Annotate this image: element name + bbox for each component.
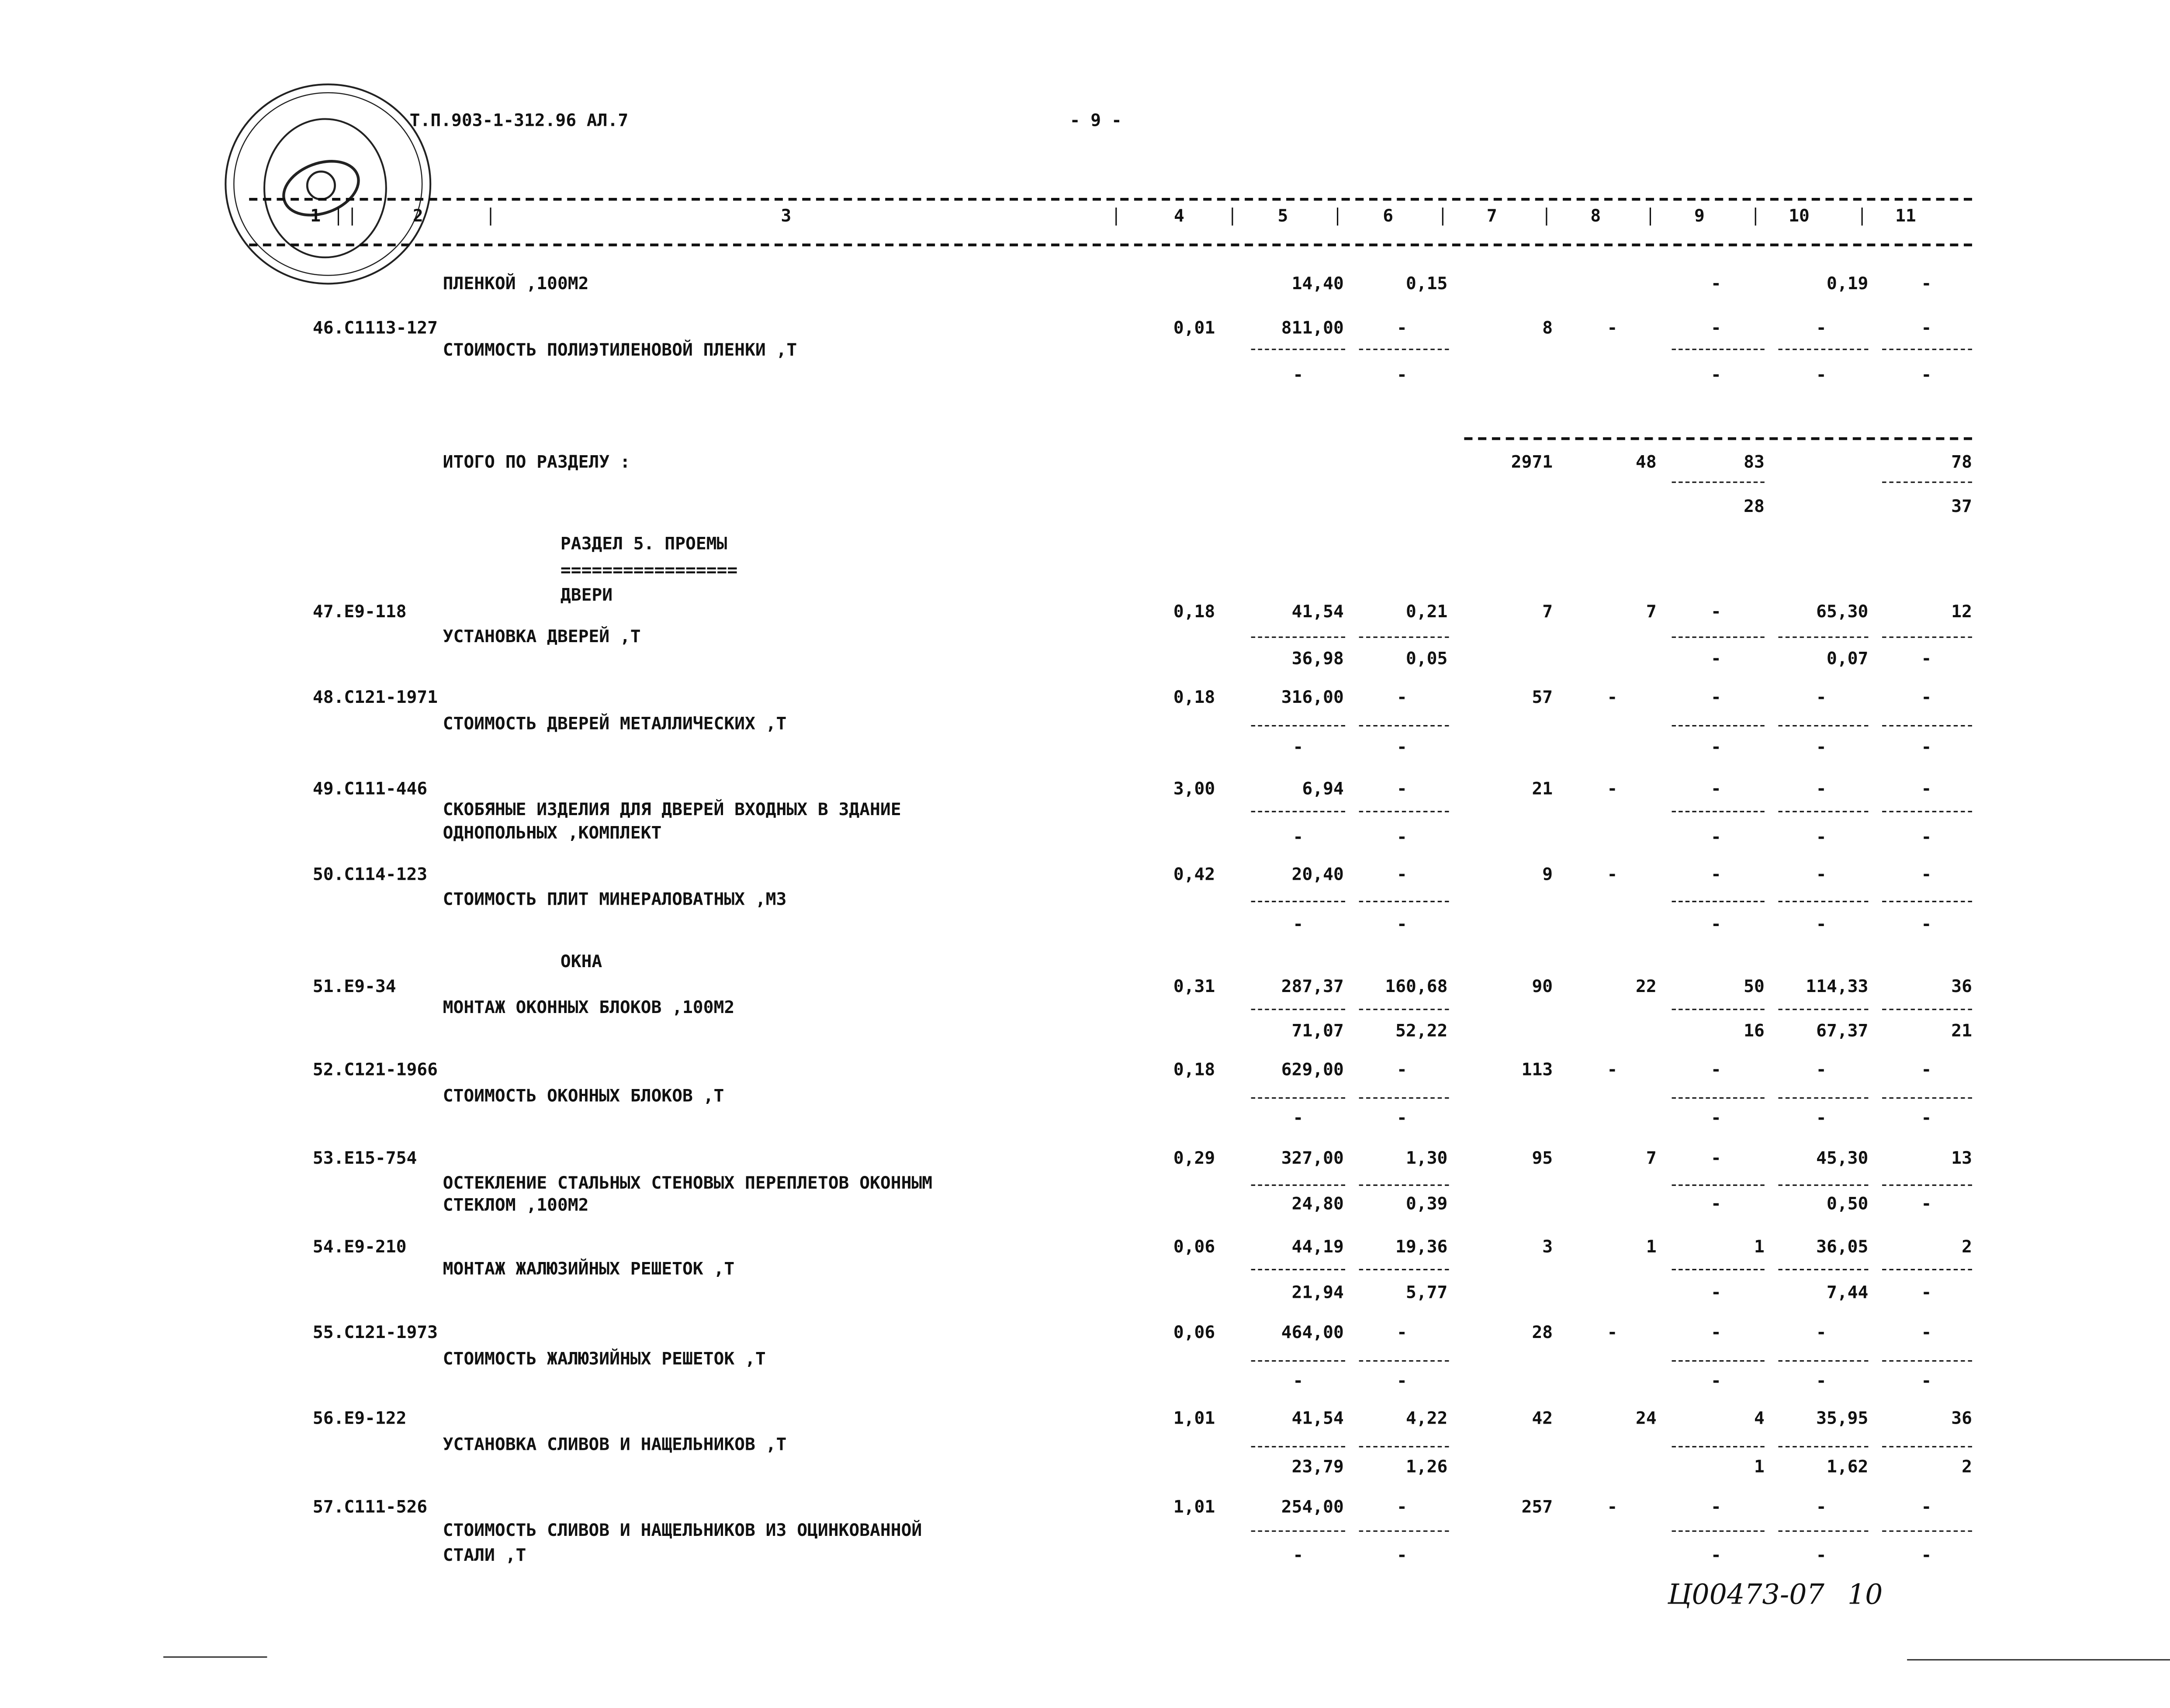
cell-col-4: 0,01 (1173, 317, 1215, 338)
item-code: 49.С111-446 (312, 778, 428, 799)
section-title: РАЗДЕЛ 5. ПРОЕМЫ (560, 532, 727, 554)
subtotal-rule (1251, 901, 1345, 902)
item-description: МОНТАЖ ОКОННЫХ БЛОКОВ ,100М2 (443, 996, 735, 1017)
subtotal-rule (1672, 1446, 1765, 1447)
subtotal-rule (1251, 1530, 1345, 1532)
cell-col-11: - (1921, 1193, 1932, 1214)
item-description: СТОИМОСТЬ СЛИВОВ И НАЩЕЛЬНИКОВ ИЗ ОЦИНКОВАННОЙ (443, 1519, 922, 1540)
item-code: 52.С121-1966 (312, 1058, 438, 1079)
item-code: 47.Е9-118 (312, 600, 407, 622)
column-separator (1232, 207, 1233, 225)
item-code: 46.С1113-127 (312, 317, 438, 338)
cell-col-6: - (1396, 1058, 1407, 1079)
handwritten-code: Ц00473-07 (1668, 1577, 1824, 1611)
cell-col-11: 21 (1951, 1020, 1972, 1041)
cell-col-6: - (1396, 826, 1407, 847)
cell-col-9: 16 (1744, 1020, 1765, 1041)
cell-col-10: - (1816, 1321, 1827, 1342)
column-header-7: 7 (1486, 204, 1497, 226)
cell-col-5: - (1293, 1544, 1304, 1565)
cell-col-9: - (1711, 1496, 1721, 1517)
cell-col-9: - (1711, 1321, 1721, 1342)
cell-col-5: 6,94 (1302, 778, 1344, 799)
subtotal-rule (1882, 1360, 1972, 1362)
cell-col-9: - (1711, 647, 1721, 668)
subtotal-rule (1882, 725, 1972, 726)
cell-col-10: 0,07 (1827, 647, 1869, 668)
cell-col-5: 287,37 (1281, 975, 1344, 996)
subtotal-rule (1251, 1097, 1345, 1099)
cell-col-11: - (1921, 364, 1932, 385)
document-code: Т.П.903-1-312.96 АЛ.7 (409, 109, 629, 130)
cell-col-11: - (1921, 273, 1932, 294)
cell-col-9: - (1711, 1193, 1721, 1214)
subtotal-rule (1251, 1446, 1345, 1447)
cell-col-10: 65,30 (1816, 600, 1869, 622)
cell-col-6: - (1396, 317, 1407, 338)
item-description: СТОИМОСТЬ ОКОННЫХ БЛОКОВ ,Т (443, 1085, 724, 1106)
subtotal-rule (1251, 636, 1345, 638)
organization-stamp (221, 80, 436, 288)
cell-col-5: 23,79 (1291, 1456, 1344, 1476)
subtotal-rule (1778, 1185, 1868, 1186)
cell-col-10: - (1816, 736, 1827, 757)
cell-col-10: - (1816, 1496, 1827, 1517)
column-header-5: 5 (1277, 204, 1288, 226)
cell-col-7: 21 (1532, 778, 1553, 799)
cell-col-11: 13 (1951, 1147, 1972, 1168)
subtotal-rule (1882, 349, 1972, 350)
cell-col-7: 9 (1542, 863, 1553, 885)
cell-col-10: - (1816, 317, 1827, 338)
cell-col-6: - (1396, 686, 1407, 707)
subtotal-rule (1882, 1009, 1972, 1010)
cell-col-8: 7 (1646, 1147, 1657, 1168)
cell-col-11: - (1921, 647, 1932, 668)
cell-col-4: 1,01 (1173, 1407, 1215, 1428)
cell-col-6: - (1396, 1107, 1407, 1128)
subtotal-rule (1882, 1269, 1972, 1270)
cell-col-11: 2 (1962, 1235, 1972, 1257)
column-separator (1115, 207, 1117, 225)
subtotal-rule (1672, 349, 1765, 350)
item-description: СТЕКЛОМ ,100М2 (443, 1194, 589, 1215)
column-header-9: 9 (1694, 204, 1705, 226)
subtotal-rule (1251, 1360, 1345, 1362)
cell-col-11: - (1921, 1058, 1932, 1079)
cell-col-4: 0,18 (1173, 1058, 1215, 1079)
cell-col-5: - (1293, 913, 1304, 934)
section-underline: ================= (560, 559, 738, 580)
subtotal-rule (1672, 1360, 1765, 1362)
cell-col-10: 36,05 (1816, 1235, 1869, 1257)
subtotal-rule (1778, 1530, 1868, 1532)
cell-col-7: 113 (1521, 1058, 1553, 1079)
item-description: СКОБЯНЫЕ ИЗДЕЛИЯ ДЛЯ ДВЕРЕЙ ВХОДНЫХ В ЗДАНИЕ (443, 798, 901, 819)
cell-col-10: 0,19 (1827, 273, 1869, 294)
item-code: 57.С111-526 (312, 1496, 428, 1517)
item-code: 53.Е15-754 (312, 1147, 417, 1168)
cell-col-5: 254,00 (1281, 1496, 1344, 1517)
cell-col-11: - (1921, 686, 1932, 707)
cell-col-5: 21,94 (1291, 1281, 1344, 1302)
cell-col-6: - (1396, 1496, 1407, 1517)
subtotal-rule (1672, 811, 1765, 812)
cell-col-6: 4,22 (1406, 1407, 1448, 1428)
cell-col-10: 1,62 (1827, 1456, 1869, 1476)
item-description: ОСТЕКЛЕНИЕ СТАЛЬНЫХ СТЕНОВЫХ ПЕРЕПЛЕТОВ ОКОННЫМ (443, 1172, 933, 1193)
cell-col-9: - (1711, 913, 1721, 934)
cell-col-7: 3 (1542, 1235, 1553, 1257)
cell-col-11: 36 (1951, 1407, 1972, 1428)
header-rule-bottom (249, 244, 1972, 246)
cell-col-5: - (1293, 1107, 1304, 1128)
page-number: - 9 - (1069, 109, 1122, 130)
cell-col-5: 316,00 (1281, 686, 1344, 707)
subtotal-rule (1672, 1530, 1765, 1532)
subtotal-rule (1672, 725, 1765, 726)
subtotal-rule (1672, 481, 1765, 483)
cell-col-11: - (1921, 778, 1932, 799)
column-header-1: 1 (310, 204, 321, 226)
item-code: 55.С121-1973 (312, 1321, 438, 1342)
subtotal-rule (1882, 1530, 1972, 1532)
item-description: УСТАНОВКА ДВЕРЕЙ ,Т (443, 625, 641, 647)
cell-col-11: - (1921, 826, 1932, 847)
cell-col-9: - (1711, 1147, 1721, 1168)
cell-col-4: 1,01 (1173, 1496, 1215, 1517)
handwritten-page: 10 (1847, 1577, 1883, 1611)
subtotal-rule (1359, 1446, 1449, 1447)
cell-col-10: - (1816, 913, 1827, 934)
cell-col-11: - (1921, 913, 1932, 934)
subtotal-rule (1778, 1269, 1868, 1270)
cell-col-9: - (1711, 778, 1721, 799)
subtotal-rule (1672, 1185, 1765, 1186)
cell-col-10: 0,50 (1827, 1193, 1869, 1214)
cell-col-4: 0,18 (1173, 686, 1215, 707)
subtotal-rule (1359, 901, 1449, 902)
cell-col-11: - (1921, 1321, 1932, 1342)
column-separator (1442, 207, 1444, 225)
subtotal-rule (1882, 636, 1972, 638)
cell-col-7: 95 (1532, 1147, 1553, 1168)
cell-col-6: 0,15 (1406, 273, 1448, 294)
cell-col-6: 5,77 (1406, 1281, 1448, 1302)
column-header-11: 11 (1895, 204, 1916, 226)
subsection-doors: ДВЕРИ (560, 584, 613, 605)
cell-col-5: - (1293, 736, 1304, 757)
subtotal-rule (1778, 901, 1868, 902)
subtotal-rule (1359, 1009, 1449, 1010)
subtotal-rule (1359, 1185, 1449, 1186)
cell-col-10: - (1816, 1107, 1827, 1128)
column-separator (1337, 207, 1339, 225)
column-separator (338, 207, 339, 225)
item-description: СТОИМОСТЬ ЖАЛЮЗИЙНЫХ РЕШЕТОК ,Т (443, 1348, 766, 1369)
cell-col-9: - (1711, 1058, 1721, 1079)
cell-col-9: - (1711, 1544, 1721, 1565)
cell-col-6: 19,36 (1395, 1235, 1448, 1257)
cell-col-4: 0,29 (1173, 1147, 1215, 1168)
cell-col-10: - (1816, 686, 1827, 707)
total-label: ИТОГО ПО РАЗДЕЛУ : (443, 451, 630, 472)
cell-col-4: 0,42 (1173, 863, 1215, 885)
subtotal-rule (1882, 1446, 1972, 1447)
cell-col-4: 0,31 (1173, 975, 1215, 996)
item-code: 56.Е9-122 (312, 1407, 407, 1428)
cell-col-9: - (1711, 863, 1721, 885)
cell-col-10: 7,44 (1827, 1281, 1869, 1302)
cell-col-8: - (1607, 1058, 1618, 1079)
item-description: СТАЛИ ,Т (443, 1544, 526, 1565)
cell-col-10: - (1816, 778, 1827, 799)
subtotal-rule (1778, 349, 1868, 350)
cell-col-10: - (1816, 826, 1827, 847)
subtotal-rule (1359, 1530, 1449, 1532)
subtotal-rule (1778, 811, 1868, 812)
column-separator (1546, 207, 1547, 225)
bottom-rule-left (163, 1656, 267, 1658)
subtotal-rule (1359, 1360, 1449, 1362)
cell-col-9: 50 (1744, 975, 1765, 996)
subtotal-rule (1778, 1446, 1868, 1447)
subtotal-rule (1251, 1185, 1345, 1186)
cell-col-10: 114,33 (1806, 975, 1869, 996)
cell-col-10: - (1816, 1544, 1827, 1565)
subtotal-rule (1882, 1097, 1972, 1099)
item-description: СТОИМОСТЬ ДВЕРЕЙ МЕТАЛЛИЧЕСКИХ ,Т (443, 712, 787, 733)
cell-col-7: 8 (1542, 317, 1553, 338)
cell-col-5: 20,40 (1291, 863, 1344, 885)
cell-col-5: 44,19 (1291, 1235, 1344, 1257)
cell-col-5: 41,54 (1291, 1407, 1344, 1428)
subtotal-rule (1882, 811, 1972, 812)
subtotal-rule (1251, 811, 1345, 812)
cell-col-4: 0,06 (1173, 1235, 1215, 1257)
cell-col-11: - (1921, 1281, 1932, 1302)
subtotal-rule (1359, 1097, 1449, 1099)
cell-col-8: - (1607, 778, 1618, 799)
cell-col-7: 7 (1542, 600, 1553, 622)
cell-col-7: 90 (1532, 975, 1553, 996)
cell-col-6: 1,26 (1406, 1456, 1448, 1476)
cell-col-9: - (1711, 364, 1721, 385)
cell-col-6: - (1396, 863, 1407, 885)
total-col-9-bottom: 28 (1744, 495, 1765, 516)
cell-col-6: 160,68 (1385, 975, 1448, 996)
cell-col-9: 1 (1754, 1235, 1765, 1257)
cell-col-5: - (1293, 826, 1304, 847)
item-description: УСТАНОВКА СЛИВОВ И НАЩЕЛЬНИКОВ ,Т (443, 1433, 787, 1455)
total-col-9: 83 (1744, 451, 1765, 472)
total-col-7: 2971 (1511, 451, 1553, 472)
cell-col-9: - (1711, 686, 1721, 707)
item-code: 51.Е9-34 (312, 975, 396, 996)
subtotal-rule (1882, 481, 1972, 483)
cell-col-11: - (1921, 863, 1932, 885)
cell-col-7: 57 (1532, 686, 1553, 707)
item-description: СТОИМОСТЬ ПОЛИЭТИЛЕНОВОЙ ПЛЕНКИ ,Т (443, 339, 797, 360)
subtotal-rule (1778, 1360, 1868, 1362)
cell-col-10: - (1816, 364, 1827, 385)
cell-col-4: 3,00 (1173, 778, 1215, 799)
cell-col-10: - (1816, 863, 1827, 885)
cell-col-8: 22 (1636, 975, 1657, 996)
column-header-4: 4 (1173, 204, 1184, 226)
cell-col-5: 24,80 (1291, 1193, 1344, 1214)
subtotal-rule (1251, 1269, 1345, 1270)
subtotal-rule (1672, 1009, 1765, 1010)
column-header-10: 10 (1789, 204, 1810, 226)
cell-col-6: - (1396, 1544, 1407, 1565)
cell-col-9: - (1711, 1370, 1721, 1391)
cell-col-6: - (1396, 778, 1407, 799)
total-col-11: 78 (1951, 451, 1972, 472)
cell-col-8: 24 (1636, 1407, 1657, 1428)
column-header-8: 8 (1590, 204, 1601, 226)
subtotal-rule (1251, 725, 1345, 726)
item-code: 54.Е9-210 (312, 1235, 407, 1257)
cell-col-5: 71,07 (1291, 1020, 1344, 1041)
cell-col-6: - (1396, 913, 1407, 934)
cell-col-6: 0,05 (1406, 647, 1448, 668)
cell-col-10: 35,95 (1816, 1407, 1869, 1428)
cell-col-5: 41,54 (1291, 600, 1344, 622)
subtotal-rule (1359, 349, 1449, 350)
cell-col-9: - (1711, 273, 1721, 294)
cell-col-5: 629,00 (1281, 1058, 1344, 1079)
cell-col-9: - (1711, 1107, 1721, 1128)
cell-col-5: 36,98 (1291, 647, 1344, 668)
cell-col-10: - (1816, 1058, 1827, 1079)
item-description: ОДНОПОЛЬНЫХ ,КОМПЛЕКТ (443, 822, 662, 843)
subtotal-rule (1672, 1097, 1765, 1099)
cell-col-6: 52,22 (1395, 1020, 1448, 1041)
subtotal-rule (1359, 636, 1449, 638)
subtotal-rule (1778, 1009, 1868, 1010)
cell-col-8: - (1607, 863, 1618, 885)
cell-col-9: - (1711, 317, 1721, 338)
column-separator (1862, 207, 1863, 225)
item-code: 50.С114-123 (312, 863, 428, 885)
bottom-rule-right (1907, 1659, 2170, 1660)
cell-col-5: 464,00 (1281, 1321, 1344, 1342)
subtotal-rule (1251, 1009, 1345, 1010)
cell-col-7: 257 (1521, 1496, 1553, 1517)
cell-col-8: - (1607, 1321, 1618, 1342)
cell-col-8: - (1607, 317, 1618, 338)
cell-col-9: - (1711, 736, 1721, 757)
cell-col-4: 0,06 (1173, 1321, 1215, 1342)
column-separator (352, 207, 353, 225)
subtotal-rule (1882, 901, 1972, 902)
cell-col-9: 1 (1754, 1456, 1765, 1476)
cell-col-7: 28 (1532, 1321, 1553, 1342)
cell-col-11: - (1921, 1544, 1932, 1565)
subtotal-rule (1359, 725, 1449, 726)
cell-col-9: - (1711, 600, 1721, 622)
cell-col-8: - (1607, 686, 1618, 707)
subtotal-rule (1251, 349, 1345, 350)
cell-col-5: 14,40 (1291, 273, 1344, 294)
subtotal-rule (1672, 901, 1765, 902)
cell-col-9: - (1711, 826, 1721, 847)
cell-col-11: - (1921, 1107, 1932, 1128)
cell-col-8: 7 (1646, 600, 1657, 622)
item-description: МОНТАЖ ЖАЛЮЗИЙНЫХ РЕШЕТОК ,Т (443, 1258, 735, 1279)
column-header-6: 6 (1383, 204, 1394, 226)
cell-col-8: - (1607, 1496, 1618, 1517)
cell-col-5: - (1293, 1370, 1304, 1391)
cell-col-10: - (1816, 1370, 1827, 1391)
column-separator (1650, 207, 1651, 225)
cell-col-11: - (1921, 1496, 1932, 1517)
cell-col-11: - (1921, 736, 1932, 757)
subtotal-rule (1778, 725, 1868, 726)
subtotal-rule (1882, 1185, 1972, 1186)
cell-col-6: 0,39 (1406, 1193, 1448, 1214)
cell-col-11: 36 (1951, 975, 1972, 996)
subtotal-rule (1672, 1269, 1765, 1270)
total-col-11-bottom: 37 (1951, 495, 1972, 516)
total-rule (1464, 437, 1972, 440)
cell-col-6: - (1396, 364, 1407, 385)
subtotal-rule (1359, 1269, 1449, 1270)
cell-col-5: 811,00 (1281, 317, 1344, 338)
total-col-8: 48 (1636, 451, 1657, 472)
subtotal-rule (1778, 636, 1868, 638)
cell-col-6: - (1396, 1370, 1407, 1391)
cell-col-9: 4 (1754, 1407, 1765, 1428)
cell-col-11: 2 (1962, 1456, 1972, 1476)
cell-col-6: - (1396, 1321, 1407, 1342)
subtotal-rule (1778, 1097, 1868, 1099)
item-description: ПЛЕНКОЙ ,100М2 (443, 273, 589, 294)
header-rule-top (249, 198, 1972, 201)
column-separator (1755, 207, 1757, 225)
subtotal-rule (1672, 636, 1765, 638)
cell-col-5: - (1293, 364, 1304, 385)
cell-col-7: 42 (1532, 1407, 1553, 1428)
cell-col-4: 0,18 (1173, 600, 1215, 622)
cell-col-10: 67,37 (1816, 1020, 1869, 1041)
cell-col-5: 327,00 (1281, 1147, 1344, 1168)
cell-col-6: 1,30 (1406, 1147, 1448, 1168)
item-code: 48.С121-1971 (312, 686, 438, 707)
item-description: СТОИМОСТЬ ПЛИТ МИНЕРАЛОВАТНЫХ ,М3 (443, 888, 787, 909)
cell-col-11: 12 (1951, 600, 1972, 622)
cell-col-9: - (1711, 1281, 1721, 1302)
cell-col-11: - (1921, 317, 1932, 338)
column-header-3: 3 (781, 204, 792, 226)
cell-col-8: 1 (1646, 1235, 1657, 1257)
subsection-windows: ОКНА (560, 951, 602, 972)
cell-col-10: 45,30 (1816, 1147, 1869, 1168)
cell-col-6: - (1396, 736, 1407, 757)
cell-col-6: 0,21 (1406, 600, 1448, 622)
column-header-2: 2 (412, 204, 423, 226)
subtotal-rule (1359, 811, 1449, 812)
column-separator (490, 207, 491, 225)
cell-col-11: - (1921, 1370, 1932, 1391)
